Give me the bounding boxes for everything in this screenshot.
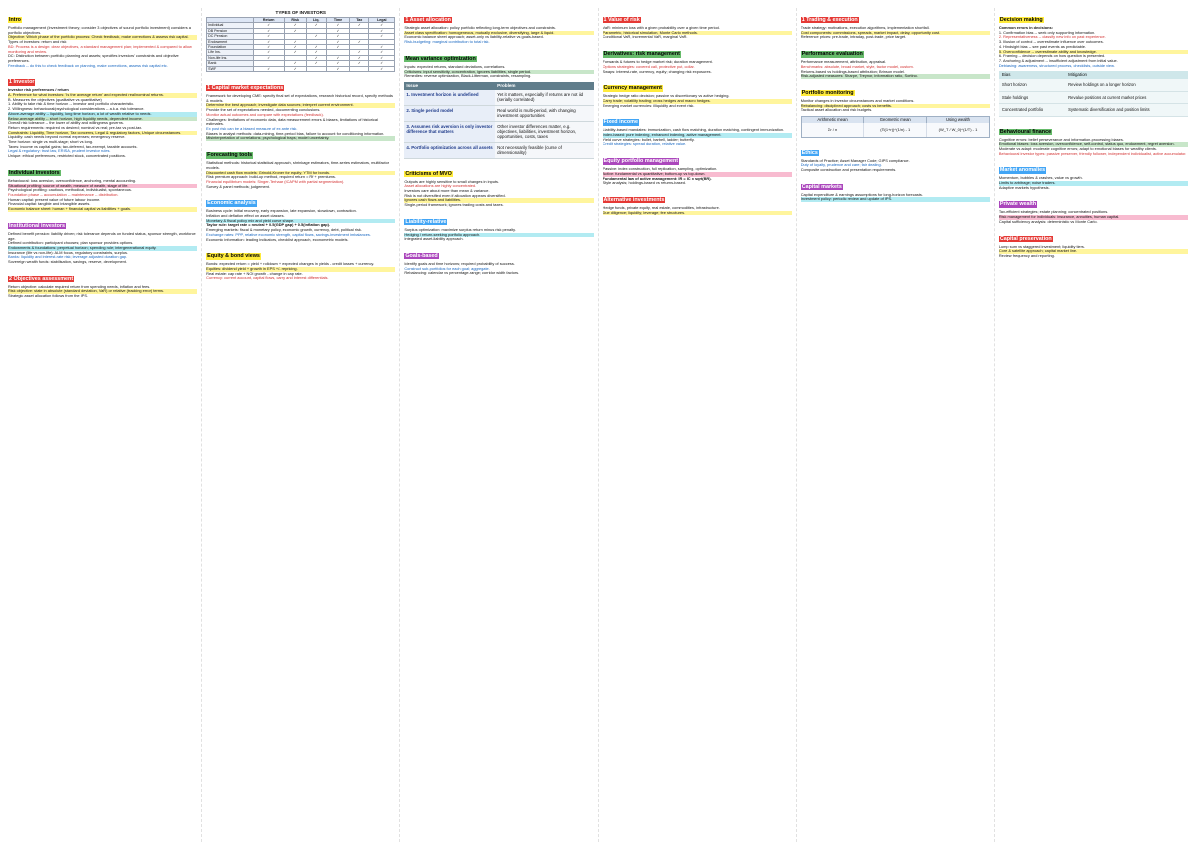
problem-cell: Real world is multi-period, with changing investment opportunities [495,105,593,121]
section-line: Rebalancing: calendar vs percentage-range; corridor width factors. [404,270,520,276]
section-heading: Capital preservation [999,235,1052,242]
section-line: Surplus optimization: maximize surplus return minus risk penalty. [404,226,516,232]
column-5 [801,8,995,842]
table-header-cell: Bias [999,71,1065,79]
table-cell: ✓ [350,55,369,60]
table-row [207,66,395,71]
section-line: 6. Framing -- decision depends on how question is presented. [998,53,1106,59]
averaging-comparison [801,116,990,138]
section-heading: 1 Value of risk [603,17,640,23]
investor-table-title: TYPES OF INVESTORS [275,10,326,15]
section-line: Duty of loyalty, prudence and care; fair dealing. [800,162,882,168]
table-row [999,79,1188,91]
section-line: Cognitive errors: belief perseverance and information-processing biases. [998,136,1124,142]
table-cell: Foundation [207,45,254,50]
section-line: Single-period framework; ignores trading costs and taxes. [404,202,504,208]
table-cell: Review holdings on a longer horizon [1065,79,1188,91]
averaging-header-cell: Arithmetic mean [802,117,865,123]
section-heading: Equity portfolio management [603,158,679,165]
section-line: Outputs are highly sensitive to small changes in inputs. [404,178,500,184]
section-line: Investors care about more than mean & variance. [404,187,490,193]
table-cell: ✓ [253,39,284,44]
section-block [801,175,990,202]
table-row [404,90,593,105]
table-cell: SWF [207,66,254,71]
section-heading: 2 Objectives assessment [9,275,74,282]
section-line: Constraints: Liquidity, Time horizon, Tax concerns, Legal & regulatory factors, Unique circumstances. [8,131,197,136]
table-cell: ✓ [284,66,306,71]
section-line: Provide the set of expectations needed, documenting conclusions. [206,107,321,113]
section-line: Overall risk tolerance -- the lower of ability and willingness governs. [8,120,124,126]
section-line: Risk management for individuals: insurance, annuities, human capital. [999,215,1188,220]
section-line: Risk premium approach: build-up method, required return = Rf + premiums. [206,174,336,180]
issue-cell: 4. Portfolio optimization across all assets [404,142,495,158]
section-line: Monitor changes in investor circumstances and market conditions. [800,97,915,103]
section-heading: Performance evaluation [801,51,863,58]
section-line: Asset allocations are highly concentrated. [404,183,477,189]
table-cell: ✓ [253,34,284,39]
table-cell: ✓ [369,45,395,50]
table-cell: ✓ [350,50,369,55]
section-heading: Individual investors [9,169,60,176]
section-line: Returns-based vs holdings-based attribution; Brinson model. [800,68,905,74]
section-line: Economic balance sheet approach; asset-only vs liability-relative vs goals-based. [404,34,544,40]
table-cell: ✓ [326,39,350,44]
table-row [999,104,1188,116]
section-block [603,42,792,74]
table-cell: ✓ [369,28,395,33]
table-cell: ✓ [369,23,395,28]
table-cell: Short horizon [999,79,1065,91]
table-cell: ✓ [284,23,306,28]
section-line: Misinterpretation of correlations; psychological traps; model uncertainty. [206,136,395,141]
section-heading: 1 Asset allocation [405,17,451,23]
section-line: Carry trade; volatility trading; cross hedges and macro hedges. [603,99,792,104]
table-cell: ✓ [306,55,326,60]
section-line: Hedging / return-seeking portfolio approach. [404,233,593,238]
section-line: Financial capital: tangible and intangible assets. [8,201,91,207]
section-block [603,188,792,215]
table-header-cell: Risk [284,18,306,23]
section-line: 4. Hindsight bias -- see past events as predictable. [998,43,1087,49]
table-cell: ✓ [326,66,350,71]
section-block [999,192,1188,224]
section-block [603,8,792,40]
section-line: Tactical asset allocation and risk budgets. [800,107,873,113]
table-cell: Individual [207,23,254,28]
table-cell: ✓ [253,50,284,55]
section-heading: Portfolio monitoring [801,89,854,96]
section-heading: Ethics [801,149,818,156]
section-line: Risk objective: state in absolute (standard deviation, VaR) or relative (tracking error) terms. [8,289,197,294]
table-header-cell: Legal [369,18,395,23]
section-block [8,70,197,159]
section-line: Common errors in decisions: [998,25,1053,30]
section-line: Banks: liquidity and interest-rate risk; leverage adjusted duration gap. [8,254,128,260]
section-block [206,143,395,189]
table-cell: ✓ [306,45,326,50]
averaging-header-cell: Using wealth [927,117,989,123]
section-line: Psychological profiling: cautious, methodical, individualist, spontaneous. [8,187,132,193]
column-2 [206,8,400,842]
section-line: Hedge funds, private equity, real estate, commodities, infrastructure. [602,204,720,210]
section-line: Economic balance sheet: human + financial capital vs liabilities + goals. [8,207,197,212]
section-line: Standards of Practice; Asset Manager Code; GIPS compliance. [800,157,910,163]
section-line: Investment policy: periodic review and update of IPS. [801,197,990,202]
section-line: 2. Representativeness -- classify new info on past experience. [998,34,1106,40]
section-line: Construct sub-portfolios for each goal; aggregate. [404,265,490,271]
table-cell [350,66,369,71]
section-line: Cost components: commissions, spreads, market impact, delay, opportunity cost. [801,31,990,36]
section-block [999,120,1188,157]
section-line: Strategic hedge ratio decision; passive vs discretionary vs active hedging. [602,93,730,99]
section-line: Active: fundamental vs quantitative; bottom-up vs top-down. [603,172,792,177]
section-heading: Economic analysis [207,200,256,207]
section-line: Yield curve strategies: bullet, barbell, ladder; butterfly. [602,136,695,142]
section-line: Risk-budgeting: marginal contribution to total risk. [404,39,490,45]
section-line: VaR: minimum loss with a given probability over a given time period. [602,25,720,30]
section-line: Criticisms: input sensitivity, concentration, ignores liabilities, single period. [404,70,593,75]
table-header-cell: Tax [350,18,369,23]
section-line: Taxes: income vs capital gains; tax-deferred, tax-exempt, taxable accounts. [8,143,138,149]
averaging-formula: Σr / n [802,123,865,137]
column-3 [404,8,598,842]
table-header-cell: Problem [495,82,593,90]
table-cell: Life Ins. [207,50,254,55]
section-heading: Forecasting tools [207,152,253,159]
table-cell: ✓ [306,34,326,39]
section-line: Capital expenditure & earnings assumptions for long-horizon forecasts. [800,191,923,197]
table-cell [306,66,326,71]
issue-cell: 2. Single period model [404,105,495,121]
section-line: 1. Ability to take risk & time horizon -- investor and portfolio characteristic. [8,101,135,107]
table-cell: ✓ [253,23,284,28]
table-cell: ✓ [350,23,369,28]
section-line: Strategic asset allocation follows from the IPS. [8,293,89,299]
section-block [404,47,593,79]
section-line: Review frequency and reporting. [998,252,1055,258]
table-cell: ✓ [284,45,306,50]
section-line: Capital sufficiency analysis: deterministic vs Monte Carlo. [998,218,1098,224]
section-line: Defined contribution: participant chooses; plan sponsor provides options. [8,240,134,246]
section-block [206,76,395,141]
table-cell: ✓ [350,61,369,66]
section-line: Monetary & fiscal policy mix and yield curve shape. [206,219,395,224]
section-block [404,162,593,208]
table-cell: ✓ [326,23,350,28]
section-block [603,149,792,186]
section-line: Monitor actual outcomes and compare with expectations (feedback). [206,111,324,117]
section-block [999,227,1188,259]
section-block [206,244,395,281]
table-header-cell: Mitigation [1065,71,1188,79]
section-line: Risk-adjusted measures: Sharpe, Treynor, information ratio, Sortino. [801,74,990,79]
section-line: Passive: index construction, full replication, sampling, optimization. [602,166,718,172]
section-line: Credit strategies: spread duration, relative value. [602,141,687,147]
section-line: Equities: dividend yield + growth in EPS +/- repricing. [206,267,395,272]
issue-cell: 3. Assumes risk aversion is only investor difference that matters [404,121,495,142]
section-line: Limits to arbitrage; noise traders. [999,181,1188,186]
section-line: Inputs: expected returns, standard deviations, correlations. [404,63,506,69]
section-block [8,214,197,265]
section-line: Situational profiling: source of wealth, measure of wealth, stage of life. [8,184,197,189]
section-line: Human capital: present value of future labour income. [8,196,101,202]
section-line: Integrated asset-liability approach. [404,236,464,242]
table-cell: ✓ [253,45,284,50]
section-heading: Liability-relative [405,218,447,225]
section-line: Momentum, bubbles & crashes, value vs growth. [998,175,1083,181]
table-cell: ✓ [326,28,350,33]
table-cell: ✓ [306,50,326,55]
table-cell: Revalue positions at current market prices [1065,91,1188,103]
table-cell: Systematic diversification and position limits [1065,104,1188,116]
section-line: Taylor rule: target rate = neutral + 0.5(GDP gap) + 0.5(inflation gap). [206,222,331,228]
section-line: Unique: ethical preferences, restricted stock, concentrated positions. [8,153,126,159]
section-line: Survey & panel methods; judgement. [206,183,270,189]
section-heading: Equity & bond views [207,253,260,260]
section-heading: Decision making [999,17,1043,23]
section-line: BD: Process is a design: clear objectives, a standard management plan; implemented & compared to allow monitoring and review. [8,43,192,54]
section-heading: Behavioural finance [999,128,1052,135]
table-cell: ✓ [369,50,395,55]
table-cell: ✓ [326,55,350,60]
section-line: Below-average ability -- short horizon, high liquidity needs, dependent income. [8,117,197,122]
section-line: Objective: Which phase of the portfolio process: Check feedback, make corrections & assess risk capital. [8,35,197,40]
section-line: Types of investors: return and risk [8,39,67,45]
table-cell: ✓ [369,34,395,39]
table-cell: ✓ [284,28,306,33]
section-line: Risk is not diversified even if allocation appears diversified. [404,192,506,198]
table-cell: Non-life Ins. [207,55,254,60]
problem-cell: Not necessarily feasible (curse of dimensionality) [495,142,593,158]
section-block [404,210,593,242]
section-line: Discounted cash flow models: Grinold-Kroner for equity; YTM for bonds. [206,171,395,176]
table-cell: ✓ [350,39,369,44]
section-heading: 1 Trading & execution [801,17,858,23]
section-line: Lump sum vs staggered investment; liquidity tiers. [998,243,1085,249]
section-line: Economic information: leading indicators, checklist approach, econometric models. [206,236,349,242]
table-cell: Endowment [207,39,254,44]
averaging-body [802,123,989,137]
section-block [801,42,990,79]
section-line: Ignores cash flows and liabilities. [404,198,593,203]
section-line: Performance measurement, attribution, appraisal. [800,59,887,65]
section-line: 1. Confirmation bias -- seek only supporting information. [998,29,1096,35]
section-line: 5. Overconfidence -- overestimate ability and knowledge. [999,50,1188,55]
section-line: Identify goals and time horizons; required probability of success. [404,260,515,266]
section-line: Moderate vs adapt: moderate cognitive errors; adapt to emotional biases for wealthy clients. [998,145,1157,151]
table-cell: ✓ [326,45,350,50]
section-heading: Criticisms of MVO [405,170,452,177]
table-cell: ✓ [326,34,350,39]
section-line: Currency: current account, capital flows, carry and interest differentials. [206,275,329,281]
section-line: Parametric, historical simulation, Monte Carlo methods. [603,31,792,36]
section-line: Real estate: cap rate + NOI growth - change in cap rate. [206,270,303,276]
section-line: Reference prices: pre-trade, intraday, post-trade, price target. [800,34,907,40]
table-cell: ✓ [369,61,395,66]
section-line: Emotional biases: loss aversion, overconfidence, self-control, status quo, endowment, regret aversion. [999,142,1188,147]
section-line: Insurance (life vs non-life): ALM focus, regulatory constraints, surplus. [8,249,129,255]
section-line: 7. Anchoring & adjustment -- insufficient adjustment from initial value. [998,57,1118,63]
section-block [8,161,197,212]
section-line: Asset class specification: homogeneous, mutually exclusive, diversifying, large & liquid. [404,31,593,36]
section-line: Foundation phase -- accumulation -- maintenance -- distribution. [8,191,119,197]
section-line: Bonds: expected return = yield + rolldown + expected changes in yields - credit losses + currency. [206,261,375,267]
table-cell: DB Pension [207,28,254,33]
section-line: Benchmarks: absolute, broad market, style, factor model, custom. [800,63,914,69]
table-cell: ✓ [284,50,306,55]
section-line: Options strategies: covered call, protective put, collar. [602,63,695,69]
averaging-formula: (Π(1+r))^(1/n) - 1 [864,123,927,137]
section-line: DC: Distinction between portfolio planning and assets; specifies investors' constraints and objective preferences. [8,53,179,63]
section-line: Due diligence; liquidity; leverage; fee structures. [603,211,792,216]
table-cell: ✓ [369,66,395,71]
section-line: Composite construction and presentation requirements. [800,167,897,173]
table-cell: ✓ [253,28,284,33]
issue-problem-table [404,82,593,159]
section-heading: Private wealth [999,201,1037,208]
section-line: Liability-based mandates: immunization, cash flow matching, duration matching, contingent immunization. [602,127,785,133]
averaging-header-cell: Geometric mean [864,117,927,123]
section-line: Return requirements: required vs desired; nominal vs real; pre-tax vs post-tax. [8,124,143,130]
section-line: Portfolio management (Investment theory; consider 3 objectives of sound portfolio investment) considers a portfolio objectives. [8,25,191,35]
section-line: Emerging market currencies: illiquidity and event risk. [602,102,695,108]
section-line: Behavioural: loss aversion, overconfidence, anchoring, mental accounting. [8,177,137,183]
section-line: B. Measures the objectives (qualitative vs quantitative) [8,96,102,102]
section-block [999,158,1188,190]
table-cell: ✓ [253,55,284,60]
section-line: Core & satellite approach; capital market line. [999,249,1188,254]
section-block [404,8,593,45]
table-header-cell: Return [253,18,284,23]
table-cell: Stale holdings [999,91,1065,103]
section-line: Swaps: interest-rate, currency, equity; changing risk exposures. [602,68,712,74]
section-line: Time horizon: single vs multi-stage; short vs long. [8,139,94,145]
section-line: Feedback -- do this to check feedback on planning, make corrections, assess risk capital etc. [8,62,168,68]
table-header-cell: Time [326,18,350,23]
table-cell: ✓ [253,66,284,71]
section-line: Framework for developing CME: specify final set of expectations, research historical record, specify methods & models. [206,93,394,103]
section-block [801,141,990,173]
section-block [801,81,990,113]
section-line: Tax-efficient strategies; estate planning; concentrated positions. [998,209,1109,215]
section-heading: Intro [9,17,21,23]
section-line: Financial equilibrium models: Singer-Terhaar (ICAPM with partial segmentation). [206,178,345,184]
section-line: Strategic asset allocation: policy portfolio reflecting long-term objectives and constraints. [404,25,556,30]
section-heading: Currency management [603,85,662,92]
section-line: Remedies: reverse optimization, Black-Litterman, constraints, resampling. [404,73,532,79]
section-line: Biases in analyst methods: data-mining, time-period bias, failure to account for conditioning information. [206,130,385,136]
section-block [999,8,1188,68]
section-block [8,8,197,68]
section-line: Legal & regulatory: trust law, ERISA, prudent investor rules. [8,148,111,154]
problem-cell: Other investor differences matter, e.g. objectives, liabilities, investment horizon, opportunities, costs, taxes [495,121,593,142]
section-line: Forwards & futures to hedge market risk; duration management. [602,59,713,65]
section-block [603,76,792,108]
table-cell: Concentrated portfolio [999,104,1065,116]
section-block [603,110,792,147]
issue-cell: 1. Investment horizon is undefined [404,90,495,105]
column-4 [603,8,797,842]
section-block [404,244,593,276]
section-block [801,8,990,40]
section-line: Inflation and deflation effect on asset classes. [206,213,285,219]
section-heading: Derivatives: risk management [603,51,680,58]
table-cell: ✓ [284,61,306,66]
table-cell: ✓ [369,55,395,60]
table-cell: ✓ [284,39,306,44]
column-1 [8,8,202,842]
section-line: Exchange rates: PPP, relative economic strength, capital flows, savings-investment imbalances. [206,231,371,237]
section-line: Trade strategy: motivations, execution algorithms, implementation shortfall. [800,25,930,30]
section-heading: Goals-based [405,252,438,259]
section-line: Challenges: limitations of economic data, data measurement errors & biases, limitations of historical estimates. [206,116,378,127]
section-line: Defined benefit pension: liability driven; risk tolerance depends on funded status, sponsor strength, workforce age. [8,230,196,241]
table-row [404,105,593,121]
section-heading: 1 Investor [9,79,35,86]
column-6 [999,8,1192,842]
section-heading: 1 Capital market expectations [207,85,284,92]
section-line: 2. Willingness: behavioural/psychological considerations -- a.k.a. risk tolerance. [8,106,145,112]
section-line: Determine the best approach; investigate data sources; interpret current environment. [206,103,395,108]
section-line: Debiasing: awareness, structured process, checklists, outside view. [998,62,1115,68]
section-line: Conditional VaR, incremental VaR, marginal VaR. [602,34,688,40]
section-line: Above-average ability -- liquidity, long time horizon, a lot of wealth relative to needs. [8,112,197,117]
averaging-formula: (W_T / W_0)^(1/T) - 1 [938,126,978,132]
table-cell: DC Pension [207,34,254,39]
section-line: A. Preference for what investors: 'Is the average return' and expected real/nominal returns. [8,93,197,98]
problem-cell: Yet it matters, especially if returns are not iid (serially correlated) [495,90,593,105]
bias-mitigation-table [999,71,1188,116]
table-cell: Bank [207,61,254,66]
section-heading: Fixed income [603,119,638,126]
section-line: Sovereign wealth funds: stabilisation, savings, reserve, development. [8,259,127,265]
table-row [404,142,593,158]
section-heading: Market anomalies [999,167,1046,174]
table-row [404,121,593,142]
table-header-cell: Issue [404,82,495,90]
section-line: Rebalancing: disciplined approach; costs vs benefits. [801,104,990,109]
section-line: Business cycle: initial recovery, early expansion, late expansion, slowdown, contraction. [206,208,357,214]
table-cell: ✓ [326,61,350,66]
section-line: Ex post risk can be a biased measure of ex ante risk. [206,125,298,131]
section-line: 3. Illusion of control -- overestimate influence over outcomes. [998,39,1104,45]
section-line: Investor risk preferences / return [8,87,69,93]
table-row [999,91,1188,103]
section-line: Behavioural investor types: passive preserver, friendly follower, independent individualist, active accumulator. [998,150,1187,156]
table-header-cell: Liq. [306,18,326,23]
section-heading: Mean variance optimization [405,55,476,62]
section-line: Liquidity: cash needs beyond normal expenses; emergency reserve. [8,134,126,140]
section-heading: Alternative investments [603,196,665,203]
table-cell: ✓ [306,61,326,66]
section-block [8,267,197,299]
section-line: Style analysis; holdings-based vs returns-based. [602,180,686,186]
section-line: Index-based: pure indexing, enhanced indexing, active management. [603,133,792,138]
section-heading: Institutional investors [9,222,66,229]
section-line: Emerging markets: fiscal & monetary policy, economic growth, currency, debt, political risk. [206,227,362,233]
section-line: Fundamental law of active management: IR = IC x sqrt(BR). [602,175,712,181]
section-heading: Capital markets [801,183,842,190]
section-block [206,191,395,242]
section-line: Statistical methods: historical statistical approach, shrinkage estimators, time-series estimators, multifactor models. [206,160,390,170]
section-line: Adaptive markets hypothesis. [998,184,1050,190]
investor-types-table [206,17,395,72]
table-cell: ✓ [306,23,326,28]
section-line: Endowments & foundations: perpetual horizon; spending rule; intergenerational equity. [8,246,197,251]
section-line: Return objective: calculate required return from spending needs, inflation and fees. [8,283,151,289]
